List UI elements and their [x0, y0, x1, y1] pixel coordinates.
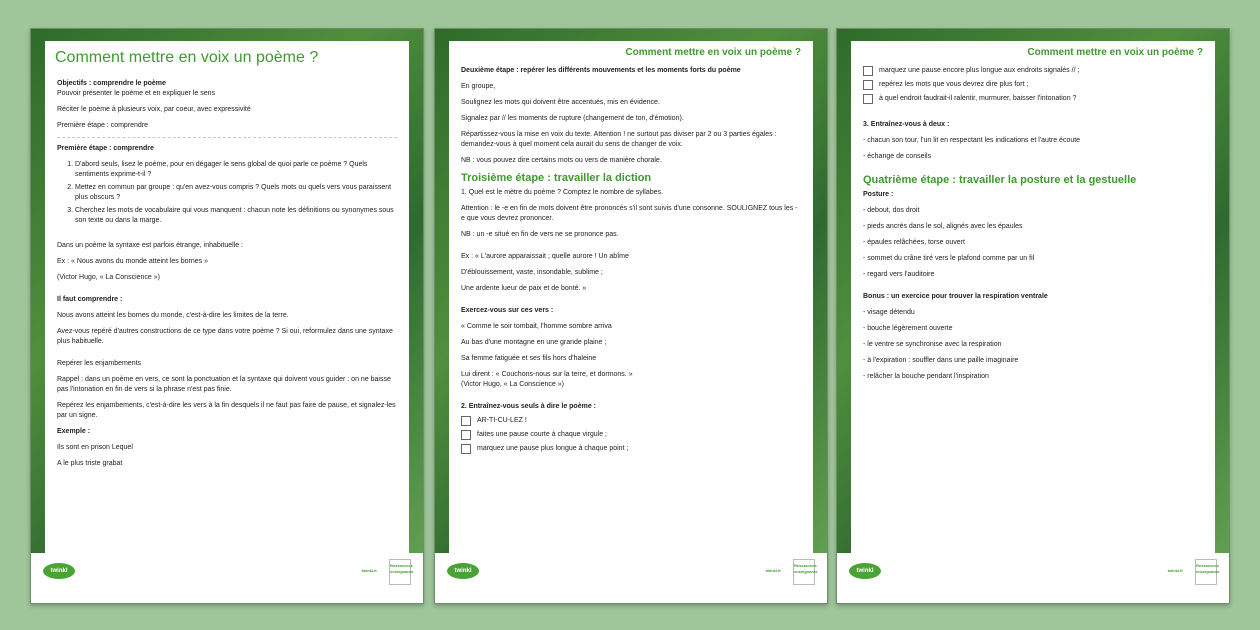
page-header: Comment mettre en voix un poème ?: [625, 47, 801, 58]
example-line: Une ardente lueur de paix et de bonté. »: [461, 285, 587, 292]
section-title: Troisième étape : travailler la diction: [461, 172, 652, 184]
twinkl-logo: twinkl: [447, 563, 479, 579]
worksheet-page-1: [30, 28, 424, 604]
badge-icon: Ressources enseignants: [389, 559, 411, 585]
list-item: - épaules relâchées, torse ouvert: [863, 239, 965, 246]
checklist-item[interactable]: [863, 80, 1203, 90]
page-content: [449, 41, 813, 553]
page-content: [851, 41, 1215, 553]
checkbox[interactable]: [863, 80, 873, 90]
section-heading: Repérer les enjambements: [57, 360, 142, 367]
paragraph: En groupe,: [461, 83, 496, 90]
section-title: Quatrième étape : travailler la posture et la gestuelle: [863, 174, 1137, 186]
twinkl-logo: twinkl: [43, 563, 75, 579]
verse-line: Au bas d'une montagne en une grande plaine ;: [461, 339, 607, 346]
paragraph: - chacun son tour, l'un lit en respectant les indications et l'autre écoute: [863, 137, 1081, 144]
paragraph: Rappel : dans un poème en vers, ce sont la ponctuation et la syntaxe qui doivent vous guider : on ne baisse pas l'intonation en fin de vers si la phrase n'est pas finie.: [57, 376, 391, 393]
paragraph: NB : un -e situé en fin de vers ne se prononce pas.: [461, 231, 619, 238]
example-line: Ils sont en prison Lequel: [57, 444, 133, 451]
checklist-item[interactable]: [461, 430, 801, 440]
checklist-item[interactable]: [863, 66, 1203, 76]
section-heading: Première étape : comprendre: [57, 145, 154, 152]
page-title: Comment mettre en voix un poème ?: [55, 49, 319, 66]
list-item: - sommet du crâne tiré vers le plafond comme par un fil: [863, 255, 1035, 262]
checkbox[interactable]: [863, 66, 873, 76]
objective-line: Objectifs : comprendre le poème: [57, 80, 166, 87]
example-line: A le plus triste grabat: [57, 460, 123, 467]
section-heading: Posture :: [863, 191, 894, 198]
list-item: 3. Cherchez les mots de vocabulaire qui vous manquent : chacun note les définitions ou synonymes sous son texte ou dans la marge.: [75, 206, 397, 226]
objective-line: Première étape : comprendre: [57, 122, 149, 129]
section-heading: Bonus : un exercice pour trouver la respiration ventrale: [863, 293, 1048, 300]
objective-line: Réciter le poème à plusieurs voix, par coeur, avec expressivité: [57, 106, 251, 113]
paragraph: Signalez par // les moments de rupture (changement de ton, d'émotion).: [461, 115, 684, 122]
paragraph: Attention : le -e en fin de mots doivent être prononcés s'il sont suivis d'une consonne. SOULIGNEZ tous les -e que vous devrez prononcer.: [461, 205, 798, 222]
list-item: - pieds ancrés dans le sol, alignés avec les épaules: [863, 223, 1023, 230]
example-quote: Ex : « Nous avons du monde atteint les bornes »: [57, 258, 208, 265]
footer-url: twinkl.fr: [361, 568, 377, 573]
list-item: - le ventre se synchronise avec la respiration: [863, 341, 1002, 348]
checkbox[interactable]: [461, 430, 471, 440]
checklist-label: à quel endroit faudrait-il ralentir, murmurer, baisser l'intonation ?: [879, 95, 1077, 102]
step-list: [57, 160, 397, 226]
list-item: - bouche légèrement ouverte: [863, 325, 953, 332]
checklist-item[interactable]: [461, 444, 801, 454]
footer-url: twinkl.fr: [1167, 568, 1183, 573]
objective-line: Pouvoir présenter le poème et en expliquer le sens: [57, 90, 215, 97]
list-item: - regard vers l'auditoire: [863, 271, 935, 278]
footer-url: twinkl.fr: [765, 568, 781, 573]
list-item: - à l'expiration : souffler dans une paille imaginaire: [863, 357, 1019, 364]
page-content: [45, 41, 409, 553]
checklist-label: marquez une pause encore plus longue aux endroits signalés // ;: [879, 67, 1080, 74]
section-heading: 2. Entraînez-vous seuls à dire le poème :: [461, 403, 596, 410]
list-item: - relâcher la bouche pendant l'inspiration: [863, 373, 989, 380]
section-heading: Exercez-vous sur ces vers :: [461, 307, 554, 314]
checklist-label: repérez les mots que vous devrez dire plus fort ;: [879, 81, 1029, 88]
checklist-item[interactable]: [863, 94, 1203, 104]
twinkl-logo: twinkl: [849, 563, 881, 579]
list-item: 2. Mettez en commun par groupe : qu'en avez-vous compris ? Quels mots ou quels vers vous paraissent plus obscurs ?: [75, 183, 397, 203]
page-footer: [435, 553, 827, 603]
verse-line: Lui dirent : « Couchons-nous sur la terre, et dormons. »: [461, 371, 633, 378]
verse-line: Sa femme fatiguée et ses fils hors d'haleine: [461, 355, 597, 362]
checkbox[interactable]: [461, 416, 471, 426]
divider: [57, 137, 397, 138]
list-item: - debout, dos droit: [863, 207, 920, 214]
verse-line: « Comme le soir tombait, l'homme sombre arriva: [461, 323, 612, 330]
paragraph: Avez-vous repéré d'autres constructions de ce type dans votre poème ? Si oui, reformulez dans une syntaxe plus habituelle.: [57, 328, 393, 345]
section-heading: Deuxième étape : repérer les différents mouvements et les moments forts du poème: [461, 67, 741, 74]
paragraph: Dans un poème la syntaxe est parfois étrange, inhabituelle :: [57, 242, 244, 249]
citation: (Victor Hugo, « La Conscience »): [57, 274, 160, 281]
page-footer: [31, 553, 423, 603]
checklist-item[interactable]: [461, 416, 801, 426]
paragraph: Nous avons atteint les bornes du monde, c'est-à-dire les limites de la terre.: [57, 312, 289, 319]
list-item: 1. D'abord seuls, lisez le poème, pour en dégager le sens global de quoi parle ce poème ? Quels sentiments exprime-t-il ?: [75, 160, 397, 180]
section-heading: 3. Entraînez-vous à deux :: [863, 121, 950, 128]
page-header: Comment mettre en voix un poème ?: [1027, 47, 1203, 58]
section-heading: Il faut comprendre :: [57, 296, 123, 303]
example-line: D'éblouissement, vaste, insondable, sublime ;: [461, 269, 603, 276]
paragraph: NB : vous pouvez dire certains mots ou vers de manière chorale.: [461, 157, 662, 164]
example-line: Ex : « L'aurore apparaissait ; quelle aurore ! Un abîme: [461, 253, 629, 260]
page-footer: [837, 553, 1229, 603]
list-item: - visage détendu: [863, 309, 915, 316]
checkbox[interactable]: [461, 444, 471, 454]
paragraph: 1. Quel est le mètre du poème ? Comptez le nombre de syllabes.: [461, 189, 663, 196]
paragraph: Répartissez-vous la mise en voix du texte. Attention ! ne surtout pas diviser par 2 ou 3 parties égales : demandez-vous à quel moment cela aurait du sens de changer de voix.: [461, 131, 777, 148]
section-heading: Exemple :: [57, 428, 91, 435]
paragraph: Repérez les enjambements, c'est-à-dire les vers à la fin desquels il ne faut pas faire de pause, et signalez-les par un signe.: [57, 402, 396, 419]
checklist-label: AR-TI-CU-LEZ !: [477, 417, 527, 424]
checklist-label: faites une pause courte à chaque virgule ;: [477, 431, 607, 438]
checkbox[interactable]: [863, 94, 873, 104]
badge-icon: Ressources enseignants: [1195, 559, 1217, 585]
paragraph: - échange de conseils: [863, 153, 932, 160]
worksheet-page-2: [434, 28, 828, 604]
paragraph: Soulignez les mots qui doivent être accentués, mis en évidence.: [461, 99, 660, 106]
worksheet-page-3: [836, 28, 1230, 604]
badge-icon: Ressources enseignants: [793, 559, 815, 585]
checklist-label: marquez une pause plus longue à chaque point ;: [477, 445, 629, 452]
citation: (Victor Hugo, « La Conscience »): [461, 381, 564, 388]
